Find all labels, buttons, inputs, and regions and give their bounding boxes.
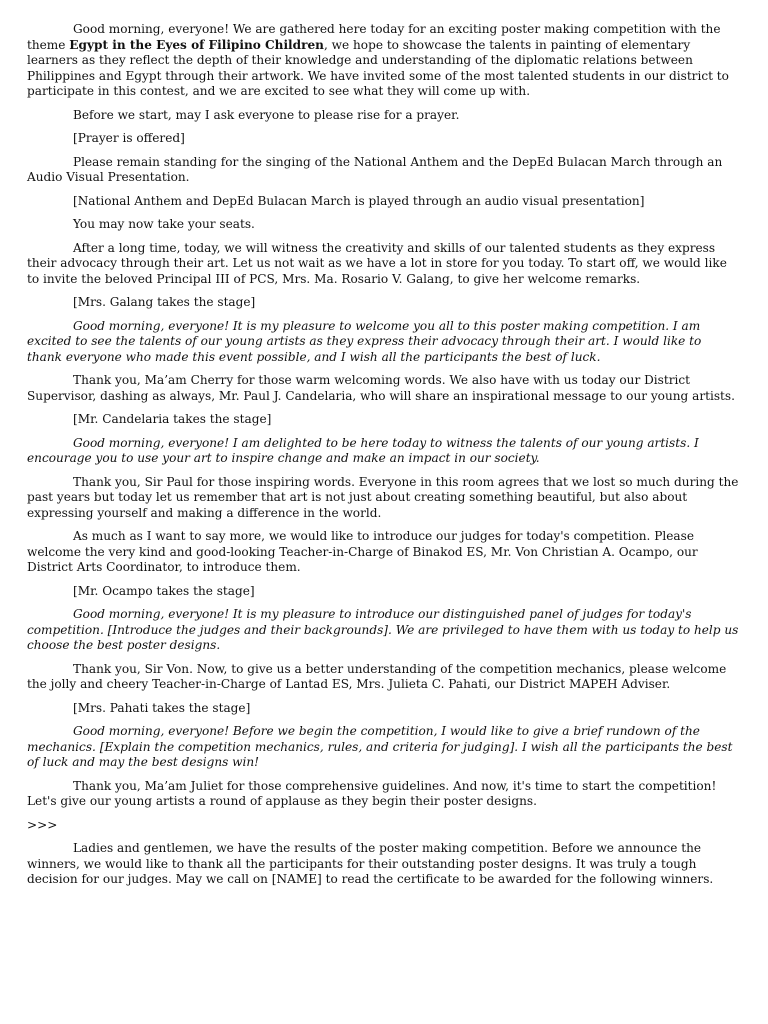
speech-paragraph: Good morning, everyone! I am delighted to be here today to witness the talents of our young artists. I encourage you to use your art to inspire change and make an impact in our society.: [27, 435, 699, 465]
script-paragraph: Ladies and gentlemen, we have the results of the poster making competition. Before we announce the winners, we would like to thank all the participants for their outstanding poster designs. It was truly a tough decision for our judges. May we call on [NAME] to read the certificate to be awarded for the following winners.: [27, 841, 714, 886]
script-paragraph: Thank you, Ma’am Cherry for those warm welcoming words. We also have with us today our District Supervisor, dashing as always, Mr. Paul J. Candelaria, who will share an inspirational message to our young artists.: [27, 373, 735, 403]
script-paragraph: Thank you, Ma’am Juliet for those comprehensive guidelines. And now, it's time to start the competition! Let's give our young artists a round of applause as they begin their poster designs.: [27, 778, 717, 808]
script-paragraph: Thank you, Sir Paul for those inspiring words. Everyone in this room agrees that we lost so much during the past years but today let us remember that art is not just about creating something beautiful, but also about expressing yourself and making a difference in the world.: [27, 474, 739, 520]
script-paragraph: [Prayer is offered]: [73, 131, 185, 145]
script-paragraph: [National Anthem and DepEd Bulacan March is played through an audio visual presentation]: [73, 193, 645, 208]
script-paragraph: [Mrs. Pahati takes the stage]: [73, 700, 251, 715]
script-paragraph: After a long time, today, we will witness the creativity and skills of our talented students as they express their advocacy through their art. Let us not wait as we have a lot in store for you today. To start off, we would like to invite the beloved Principal III of PCS, Mrs. Ma. Rosario V. Galang, to give her welcome remarks.: [27, 240, 727, 286]
section-separator: >>>: [27, 817, 58, 832]
theme-title: Egypt in the Eyes of Filipino Children: [69, 37, 324, 52]
speech-paragraph: Good morning, everyone! It is my pleasure to welcome you all to this poster making competition. I am excited to see the talents of our young artists as they express their advocacy through their art. I would like to thank everyone who made this event possible, and I wish all the participants the best of luck.: [27, 318, 702, 364]
intro-text-before: Good morning, everyone! We are gathered here today for an exciting poster making competition with the theme: [27, 22, 721, 52]
script-paragraph: As much as I want to say more, we would like to introduce our judges for today's competition. Please welcome the very kind and good-looking Teacher-in-Charge of Binakod ES, Mr. Von Christian A. Ocampo, our District Arts Coordinator, to introduce them.: [27, 529, 698, 574]
intro-paragraph: [27, 22, 740, 100]
script-paragraph: [Mr. Ocampo takes the stage]: [73, 583, 255, 598]
script-paragraph: You may now take your seats.: [73, 217, 255, 231]
script-paragraph: Before we start, may I ask everyone to please rise for a prayer.: [73, 107, 460, 122]
script-paragraphs: [27, 108, 740, 888]
intro-text-after: , we hope to showcase the talents in painting of elementary learners as they reflect the depth of their knowledge and understanding of the diplomatic relations between Philippines and Egypt through their artwork. We have invited some of the most talented students in our district to participate in this contest, and we are excited to see what they will come up with.: [27, 37, 729, 98]
script-paragraph: [Mrs. Galang takes the stage]: [73, 295, 256, 309]
script-paragraph: Please remain standing for the singing of the National Anthem and the DepEd Bulacan March through an Audio Visual Presentation.: [27, 154, 723, 184]
speech-paragraph: Good morning, everyone! Before we begin the competition, I would like to give a brief rundown of the mechanics. [Explain the competition mechanics, rules, and criteria for judging]. I wish all the participants the best of luck and may the best designs win!: [27, 724, 733, 769]
speech-paragraph: Good morning, everyone! It is my pleasure to introduce our distinguished panel of judges for today's competition. [Introduce the judges and their backgrounds]. We are privileged to have them with us today to help us choose the best poster designs.: [27, 607, 739, 652]
script-paragraph: [Mr. Candelaria takes the stage]: [73, 412, 272, 426]
script-paragraph: Thank you, Sir Von. Now, to give us a better understanding of the competition mechanics, please welcome the jolly and cheery Teacher-in-Charge of Lantad ES, Mrs. Julieta C. Pahati, our District MAPEH Adviser.: [27, 661, 727, 691]
